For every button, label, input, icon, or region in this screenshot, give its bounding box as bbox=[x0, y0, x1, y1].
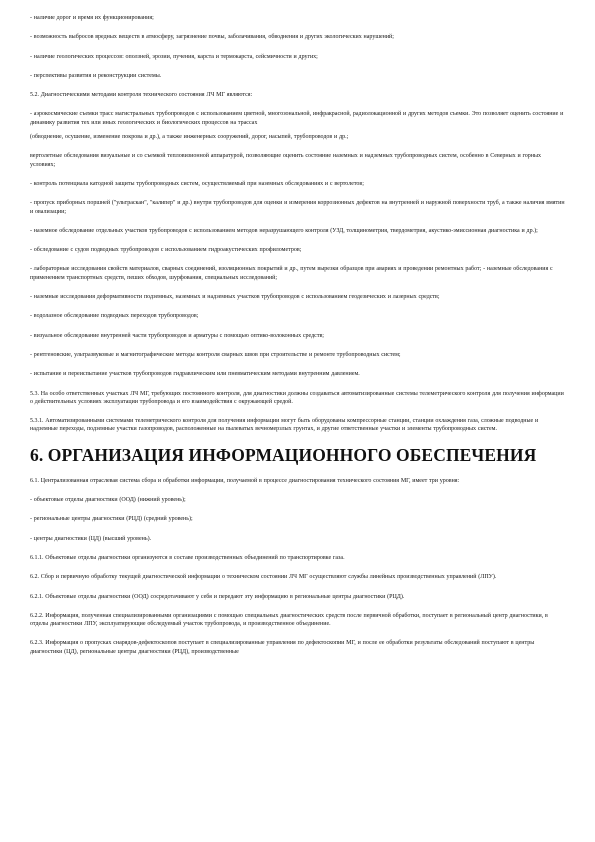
paragraph: - водолазное обследование подводных переходов трубопроводов; bbox=[30, 313, 199, 320]
paragraph: - контроль потенциала катодной защиты трубопроводных систем, осуществляемый при наземных обследованиях и с вертолетов; bbox=[30, 180, 364, 187]
paragraph: - наземные исследования деформативности подземных, наземных и надземных участков трубопроводов с использованием геодезических и лазерных средств; bbox=[30, 294, 440, 301]
paragraph: - пропуск приборных поршней ("ультраскан", "калипер" и др.) внутри трубопроводов для оценки и измерения коррозионных дефектов на внутренней и наружной поверхности труб, а также наличия вмятин и овализации; bbox=[30, 200, 565, 215]
paragraph: - обследование с судов подводных трубопроводов с использованием гидроакустических профилометров; bbox=[30, 247, 302, 254]
paragraph: 5.2. Диагностическими методами контроля технического состояния ЛЧ МГ являются: bbox=[30, 92, 253, 99]
paragraph: (обводнение, осушение, изменение покрова и др.), а также инженерных сооружений, дорог, насыпей, трубопроводов и др.; bbox=[30, 134, 349, 141]
paragraph: 6.1. Централизованная отраслевая система сбора и обработки информации, получаемой в процессе диагностирования технического состояния МГ, имеет три уровня: bbox=[30, 477, 460, 484]
paragraph: 6.1.1. Объектовые отделы диагностики организуются в составе производственных объединений по транспортировке газа. bbox=[30, 554, 345, 561]
paragraph: 5.3.1. Автоматизированными системами телеметрического контроля для получения информации могут быть оборудованы компрессорные станции, станции охлаждения газа, сложные подводные и надземные переходы, подземные участки газопроводов, расположенные на пылеватых вечномерзлых грунтах, и другие ответственные участки и элементы трубопроводных систем. bbox=[30, 418, 539, 433]
section-6-text bbox=[30, 477, 567, 656]
paragraph: - региональные центры диагностики (РЦД) (средний уровень); bbox=[30, 516, 193, 523]
paragraph: - аэрокосмические съемки трасс магистральных трубопроводов с использованием цветной, многозональной, инфракрасной, радиолокационной и других методов съемки. Это позволяет оценить состояние и динамику развития тех или иных геологических и биологических процессов на трассах bbox=[30, 111, 564, 126]
paragraph: 6.2.1. Объектовые отделы диагностики (ООД) сосредотачивают у себя и передают эту информацию в региональные центры диагностики (РЦД). bbox=[30, 593, 405, 600]
paragraph: - наличие геологических процессов: оползней, эрозии, пучения, карста и термокарста, сейсмичности и других; bbox=[30, 53, 318, 60]
paragraph: - объектовые отделы диагностики (ООД) (нижний уровень); bbox=[30, 497, 186, 504]
paragraph: 6.2.3. Информация о пропусках снарядов-дефектоскопов поступает в специализированные управления по дефектоскопии МГ, и после ее обработки результаты обследований поступают в центры диагностики (ЦД), региональные центры диагностики (РЦД), производственные bbox=[30, 640, 535, 655]
paragraph: вертолетные обследования визуальные и со съемкой тепловизионной аппаратурой, позволяющие оценить состояние наземных и надземных трубопроводных систем, особенно в Северных и горных условиях; bbox=[30, 153, 542, 168]
paragraph: - центры диагностики (ЦД) (высший уровень). bbox=[30, 535, 152, 542]
paragraph: - наземное обследование отдельных участков трубопроводов с использованием методов неразрушающего контроля (УЗД, толщинометрия, твердометрия, акустико-эмиссионная диагностика и др.); bbox=[30, 227, 538, 234]
paragraph: 6.2. Сбор и первичную обработку текущей диагностической информации о техническом состоянии ЛЧ МГ осуществляют службы линейных производственных управлений (ЛПУ). bbox=[30, 574, 497, 581]
paragraph: - наличие дорог и время их функционирования; bbox=[30, 15, 154, 21]
section-6-heading: 6. ОРГАНИЗАЦИЯ ИНФОРМАЦИОННОГО ОБЕСПЕЧЕНИЯ bbox=[30, 444, 537, 465]
paragraph: - испытание и переиспытание участков трубопроводов гидравлическим или пневматическим методами внутренним давлением. bbox=[30, 371, 360, 378]
paragraph: 5.3. На особо ответственных участках ЛЧ МГ, требующих постоянного контроля, для диагностики должны создаваться автоматизированные системы телеметрического контроля для получения информации о действительных условиях эксплуатации трубопровода и его взаимодействия с окружающей средой. bbox=[30, 390, 564, 405]
paragraph: - визуальное обследование внутренней части трубопроводов и арматуры с помощью оптико-волоконных средств; bbox=[30, 332, 324, 339]
paragraph: - возможность выбросов вредных веществ в атмосферу, загрязнение почвы, заболачивания, обводнения и других экологических нарушений; bbox=[30, 34, 394, 41]
paragraph: - лабораторные исследования свойств материалов, сварных соединений, изоляционных покрытий и др., путем вырезки образцов при авариях и проведении ремонтных работ; - наземные обследования с применением транспортных средств, пеших обходов, шурфования, специальных исследований; bbox=[30, 266, 553, 281]
paragraph: - рентгеновские, ультразвуковые и магнитографические методы контроля сварных швов при строительстве и ремонте трубопроводных систем; bbox=[30, 351, 401, 358]
paragraph: - перспективы развития и реконструкции системы. bbox=[30, 72, 162, 79]
paragraph: 6.2.2. Информация, полученная специализированными организациями с помощью специальных диагностических средств после первичной обработки, поступает в региональный центр диагностики, в отделы диагностики ЛПУ, эксплуатирующие обследуемый участок трубопровода, и производственное объединение. bbox=[30, 612, 548, 628]
section-5-text bbox=[30, 14, 567, 434]
